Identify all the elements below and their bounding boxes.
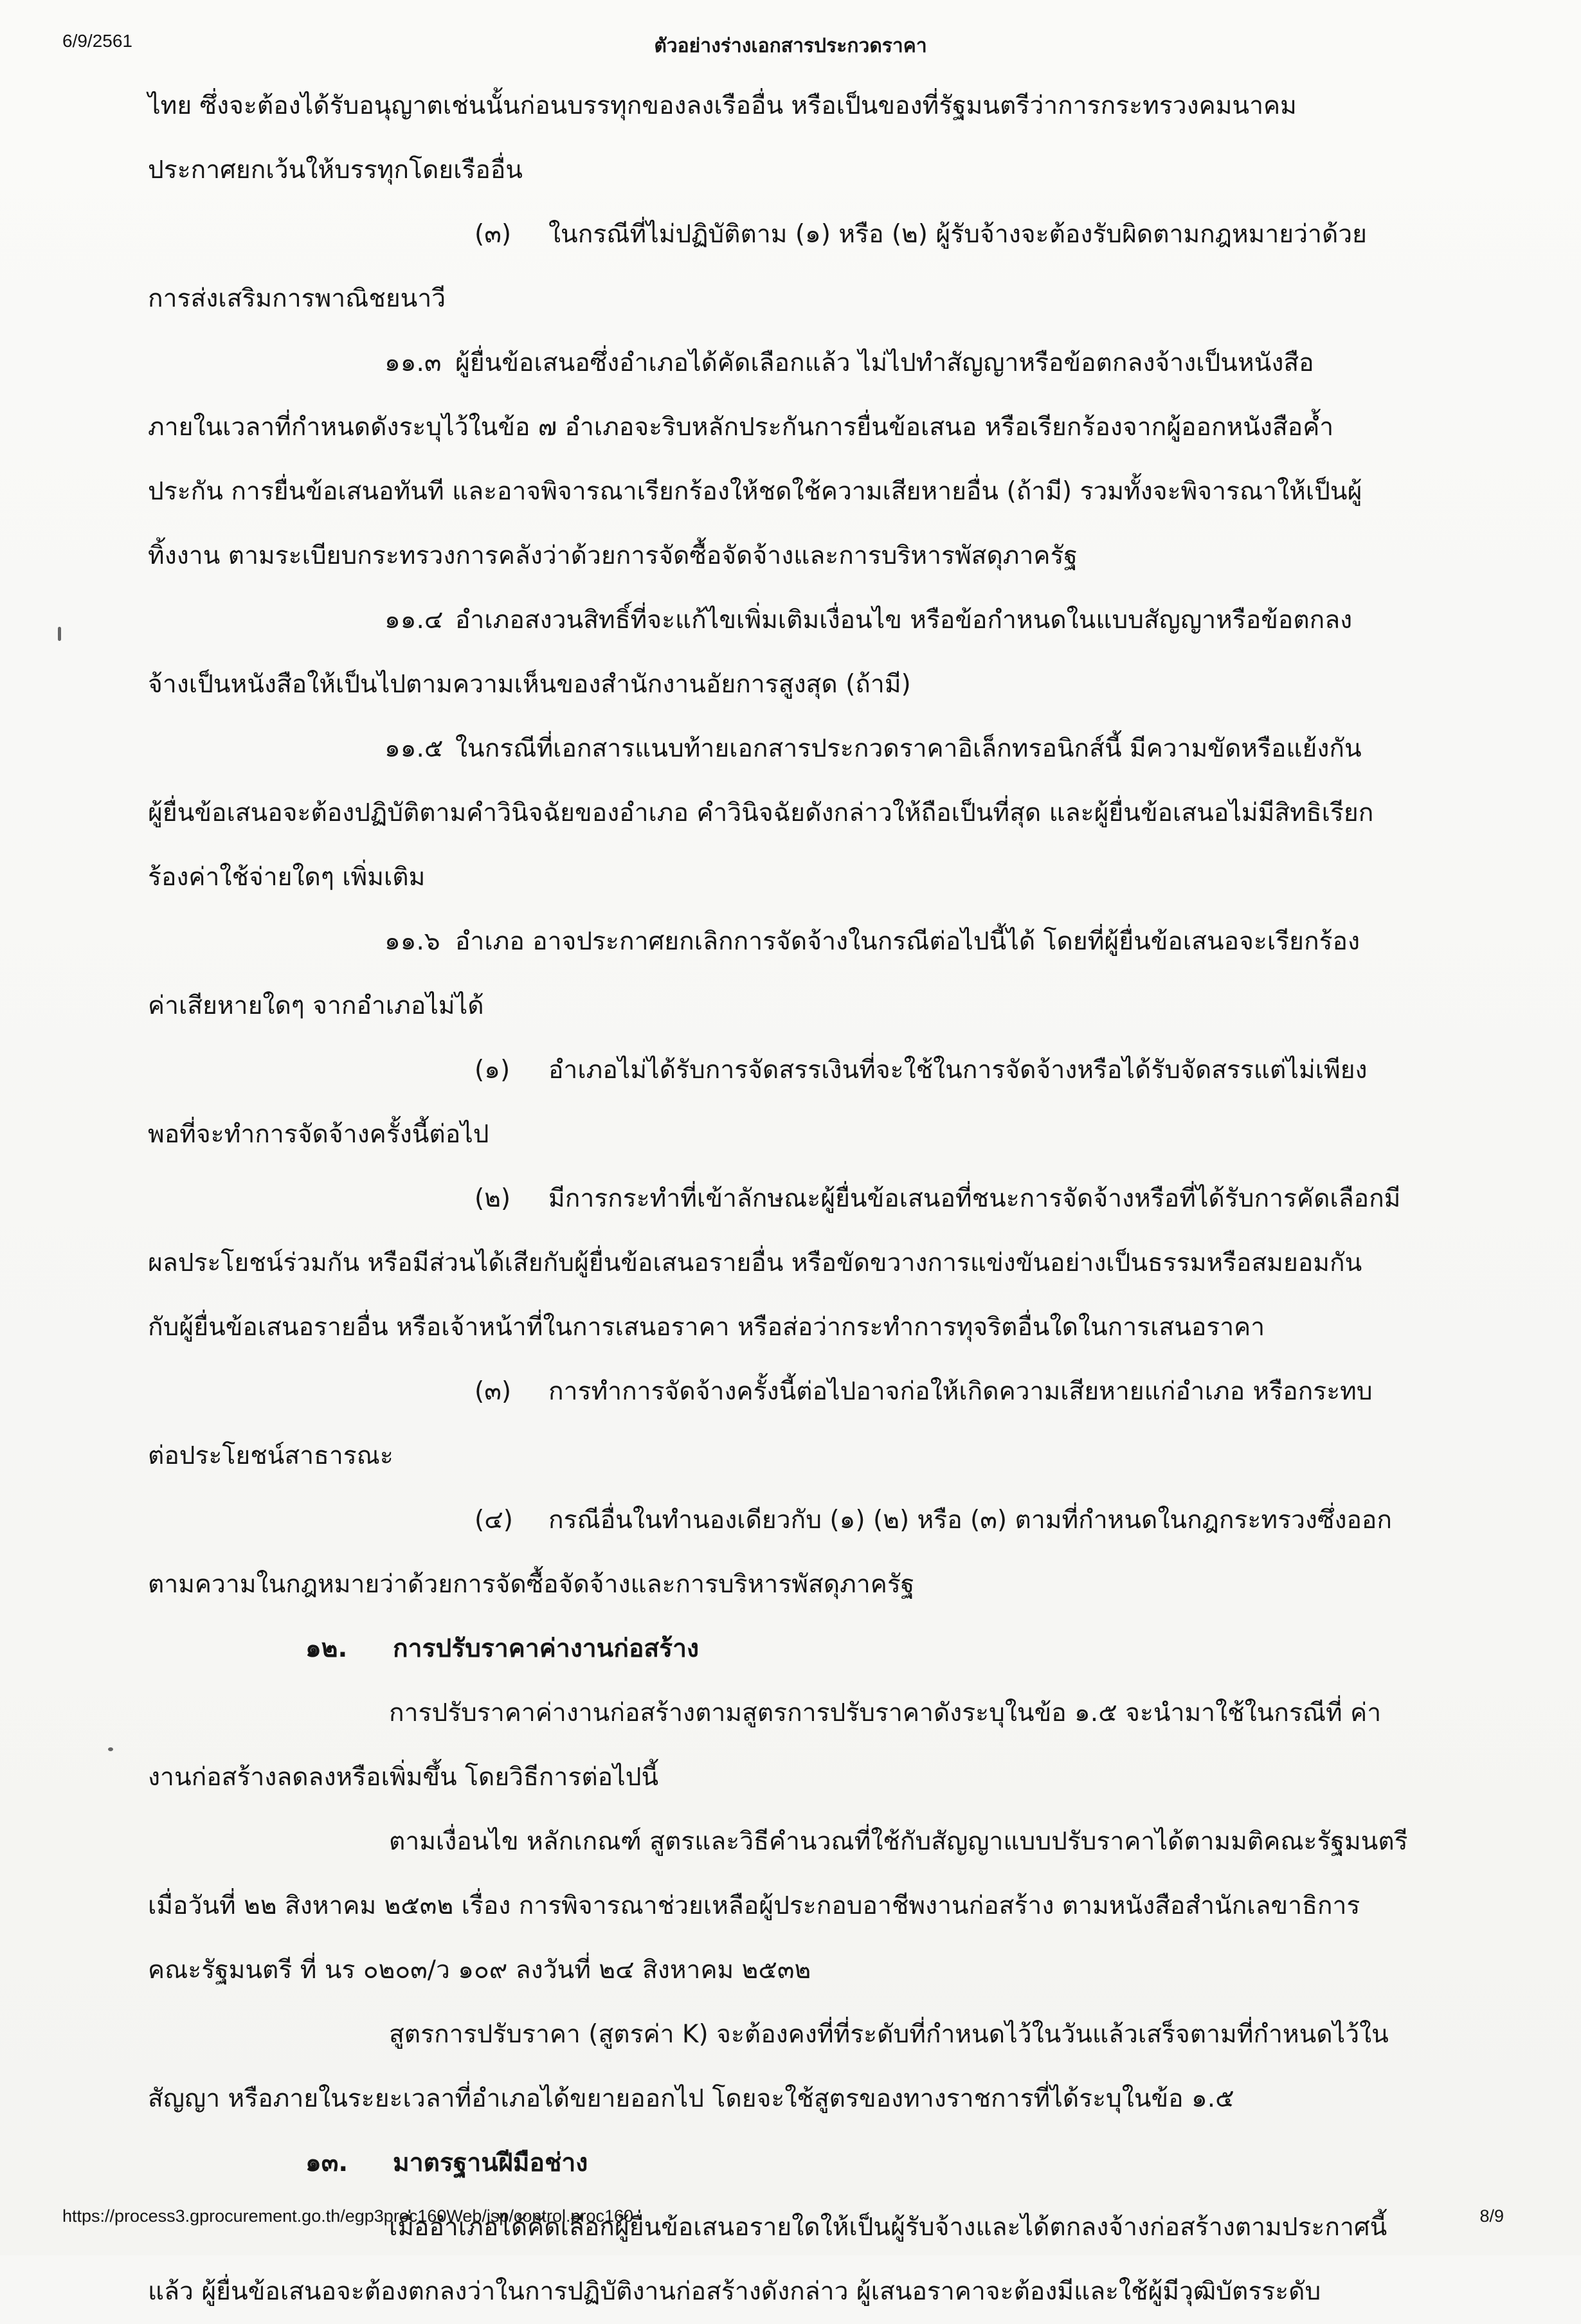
body-line [148, 1295, 1447, 1360]
body-line [148, 653, 1447, 717]
body-line-text: พอที่จะทำการจัดจ้างครั้งนี้ต่อไป [148, 1120, 489, 1149]
subclause-text: กรณีอื่นในทำนองเดียวกับ (๑) (๒) หรือ (๓) ตามที่กำหนดในกฎกระทรวงซึ่งออก [548, 1506, 1392, 1535]
body-line-text: งานก่อสร้างลดลงหรือเพิ่มขึ้น โดยวิธีการต่อไปนี้ [148, 1763, 659, 1792]
subclause-number: (๓) [474, 220, 512, 249]
body-line-text: ค่าเสียหายใดๆ จากอำเภอไม่ได้ [148, 991, 484, 1020]
body-line-text: ประกัน การยื่นข้อเสนอทันที และอาจพิจารณาเรียกร้องให้ชดใช้ความเสียหายอื่น (ถ้ามี) รวมทั้งจะพิจารณาให้เป็นผู้ [148, 477, 1362, 506]
body-line [148, 1231, 1447, 1295]
subclause-line [148, 1488, 1447, 1553]
body-line [148, 1874, 1447, 1938]
body-line-text: การส่งเสริมการพาณิชยนาวี [148, 284, 446, 313]
body-line [148, 1103, 1447, 1167]
body-line [148, 138, 1447, 203]
body-line [148, 395, 1447, 460]
document-body [148, 74, 1447, 2324]
body-line [148, 781, 1447, 845]
body-line [148, 524, 1447, 588]
subclause-number: (๔) [474, 1506, 513, 1535]
scan-speck [108, 1747, 113, 1751]
body-line-text: เมื่อวันที่ ๒๒ สิงหาคม ๒๕๓๒ เรื่อง การพิจารณาช่วยเหลือผู้ประกอบอาชีพงานก่อสร้าง ตามหนังสือสำนักเลขาธิการ [148, 1891, 1360, 1920]
clause-line [148, 717, 1447, 781]
paragraph-text: ตามเงื่อนไข หลักเกณฑ์ สูตรและวิธีคำนวณที่ใช้กับสัญญาแบบปรับราคาได้ตามมติคณะรัฐมนตรี [389, 1827, 1408, 1856]
subclause-text: การทำการจัดจ้างครั้งนี้ต่อไปอาจก่อให้เกิดความเสียหายแก่อำเภอ หรือกระทบ [548, 1377, 1373, 1406]
paragraph-line [148, 2195, 1447, 2260]
clause-number: ๑๑.๖ [384, 927, 440, 956]
body-line [148, 74, 1447, 138]
body-line [148, 1938, 1447, 2003]
body-line [148, 2067, 1447, 2131]
body-line-text: กับผู้ยื่นข้อเสนอรายอื่น หรือเจ้าหน้าที่ในการเสนอราคา หรือส่อว่ากระทำการทุจริตอื่นใดในการเสนอราคา [148, 1313, 1265, 1342]
body-line-text: ร้องค่าใช้จ่ายใดๆ เพิ่มเติม [148, 863, 426, 892]
subclause-line [148, 1360, 1447, 1424]
section-number: ๑๓. [305, 2148, 348, 2177]
section-title: การปรับราคาค่างานก่อสร้าง [393, 1634, 700, 1663]
clause-text: อำเภอ อาจประกาศยกเลิกการจัดจ้างในกรณีต่อไปนี้ได้ โดยที่ผู้ยื่นข้อเสนอจะเรียกร้อง [455, 927, 1360, 956]
body-line [148, 974, 1447, 1038]
body-line-text: ภายในเวลาที่กำหนดดังระบุไว้ในข้อ ๗ อำเภอจะริบหลักประกันการยื่นข้อเสนอ หรือเรียกร้องจากผู้ออกหนังสือค้ำ [148, 413, 1334, 442]
body-line-text: ต่อประโยชน์สาธารณะ [148, 1441, 393, 1470]
body-line-text: จ้างเป็นหนังสือให้เป็นไปตามความเห็นของสำนักงานอัยการสูงสุด (ถ้ามี) [148, 670, 911, 699]
clause-number: ๑๑.๔ [384, 606, 444, 635]
subclause-text: มีการกระทำที่เข้าลักษณะผู้ยื่นข้อเสนอที่ชนะการจัดจ้างหรือที่ได้รับการคัดเลือกมี [548, 1184, 1401, 1213]
clause-number: ๑๑.๓ [384, 348, 442, 377]
body-line-text: ประกาศยกเว้นให้บรรทุกโดยเรืออื่น [148, 156, 523, 185]
paragraph-line [148, 2003, 1447, 2067]
paragraph-line [148, 1681, 1447, 1745]
section-title: มาตรฐานฝีมือช่าง [393, 2148, 588, 2177]
body-line [148, 845, 1447, 910]
body-line-text: ผู้ยื่นข้อเสนอจะต้องปฏิบัติตามคำวินิจฉัยของอำเภอ คำวินิจฉัยดังกล่าวให้ถือเป็นที่สุด และผู้ยื่นข้อเสนอไม่มีสิทธิเรียก [148, 798, 1374, 827]
clause-text: อำเภอสงวนสิทธิ์ที่จะแก้ไขเพิ่มเติมเงื่อนไข หรือข้อกำหนดในแบบสัญญาหรือข้อตกลง [455, 606, 1353, 635]
paragraph-text: สูตรการปรับราคา (สูตรค่า K) จะต้องคงที่ที่ระดับที่กำหนดไว้ในวันแล้วเสร็จตามที่กำหนดไว้ใน [389, 2020, 1389, 2049]
paragraph-text: เมื่ออำเภอได้คัดเลือกผู้ยื่นข้อเสนอรายใดให้เป็นผู้รับจ้างและได้ตกลงจ้างก่อสร้างตามประกาศนี้ [389, 2213, 1387, 2242]
footer-url: https://process3.gprocurement.go.th/egp3proc160Web/jsp/control.proc160 [62, 2206, 634, 2226]
header-title: ตัวอย่างร่างเอกสารประกวดราคา [654, 35, 927, 57]
section-heading [148, 2131, 1447, 2195]
section-number: ๑๒. [305, 1634, 348, 1663]
body-line-text: แล้ว ผู้ยื่นข้อเสนอจะต้องตกลงว่าในการปฏิบัติงานก่อสร้างดังกล่าว ผู้เสนอราคาจะต้องมีและใช้ผู้มีวุฒิบัตรระดับ [148, 2277, 1321, 2306]
subclause-line [148, 203, 1447, 267]
body-line-text: ไทย ซึ่งจะต้องได้รับอนุญาตเช่นนั้นก่อนบรรทุกของลงเรืออื่น หรือเป็นของที่รัฐมนตรีว่าการกระทรวงคมนาคม [148, 91, 1297, 120]
body-line-text: ทิ้งงาน ตามระเบียบกระทรวงการคลังว่าด้วยการจัดซื้อจัดจ้างและการบริหารพัสดุภาครัฐ [148, 541, 1078, 570]
clause-number: ๑๑.๕ [384, 734, 444, 763]
body-line [148, 1745, 1447, 1810]
body-line [148, 2260, 1447, 2324]
subclause-text: ในกรณีที่ไม่ปฏิบัติตาม (๑) หรือ (๒) ผู้รับจ้างจะต้องรับผิดตามกฎหมายว่าด้วย [548, 220, 1368, 249]
body-line-text: สัญญา หรือภายในระยะเวลาที่อำเภอได้ขยายออกไป โดยจะใช้สูตรของทางราชการที่ได้ระบุในข้อ ๑.๕ [148, 2084, 1234, 2113]
clause-text: ในกรณีที่เอกสารแนบท้ายเอกสารประกวดราคาอิเล็กทรอนิกส์นี้ มีความขัดหรือแย้งกัน [455, 734, 1362, 763]
clause-line [148, 910, 1447, 974]
clause-line [148, 331, 1447, 395]
subclause-line [148, 1038, 1447, 1103]
body-line-text: ตามความในกฎหมายว่าด้วยการจัดซื้อจัดจ้างและการบริหารพัสดุภาครัฐ [148, 1570, 915, 1599]
subclause-number: (๓) [474, 1377, 512, 1406]
subclause-line [148, 1167, 1447, 1231]
paragraph-line [148, 1810, 1447, 1874]
paragraph-text: การปรับราคาค่างานก่อสร้างตามสูตรการปรับราคาดังระบุในข้อ ๑.๕ จะนำมาใช้ในกรณีที่ ค่า [389, 1698, 1382, 1727]
subclause-number: (๒) [474, 1184, 511, 1213]
subclause-text: อำเภอไม่ได้รับการจัดสรรเงินที่จะใช้ในการจัดจ้างหรือได้รับจัดสรรแต่ไม่เพียง [548, 1056, 1368, 1085]
clause-text: ผู้ยื่นข้อเสนอซึ่งอำเภอได้คัดเลือกแล้ว ไม่ไปทำสัญญาหรือข้อตกลงจ้างเป็นหนังสือ [455, 348, 1314, 377]
section-heading [148, 1617, 1447, 1681]
body-line [148, 1424, 1447, 1488]
clause-line [148, 588, 1447, 653]
body-line [148, 1553, 1447, 1617]
body-line-text: ผลประโยชน์ร่วมกัน หรือมีส่วนได้เสียกับผู้ยื่นข้อเสนอรายอื่น หรือขัดขวางการแข่งขันอย่างเป็นธรรมหรือสมยอมกัน [148, 1248, 1362, 1277]
page-number: 8/9 [1479, 2206, 1504, 2226]
body-line [148, 460, 1447, 524]
scan-speck [58, 627, 61, 641]
body-line [148, 267, 1447, 331]
body-line-text: คณะรัฐมนตรี ที่ นร ๐๒๐๓/ว ๑๐๙ ลงวันที่ ๒๔ สิงหาคม ๒๕๓๒ [148, 1956, 811, 1985]
header-date: 6/9/2561 [62, 31, 132, 51]
subclause-number: (๑) [474, 1056, 510, 1085]
